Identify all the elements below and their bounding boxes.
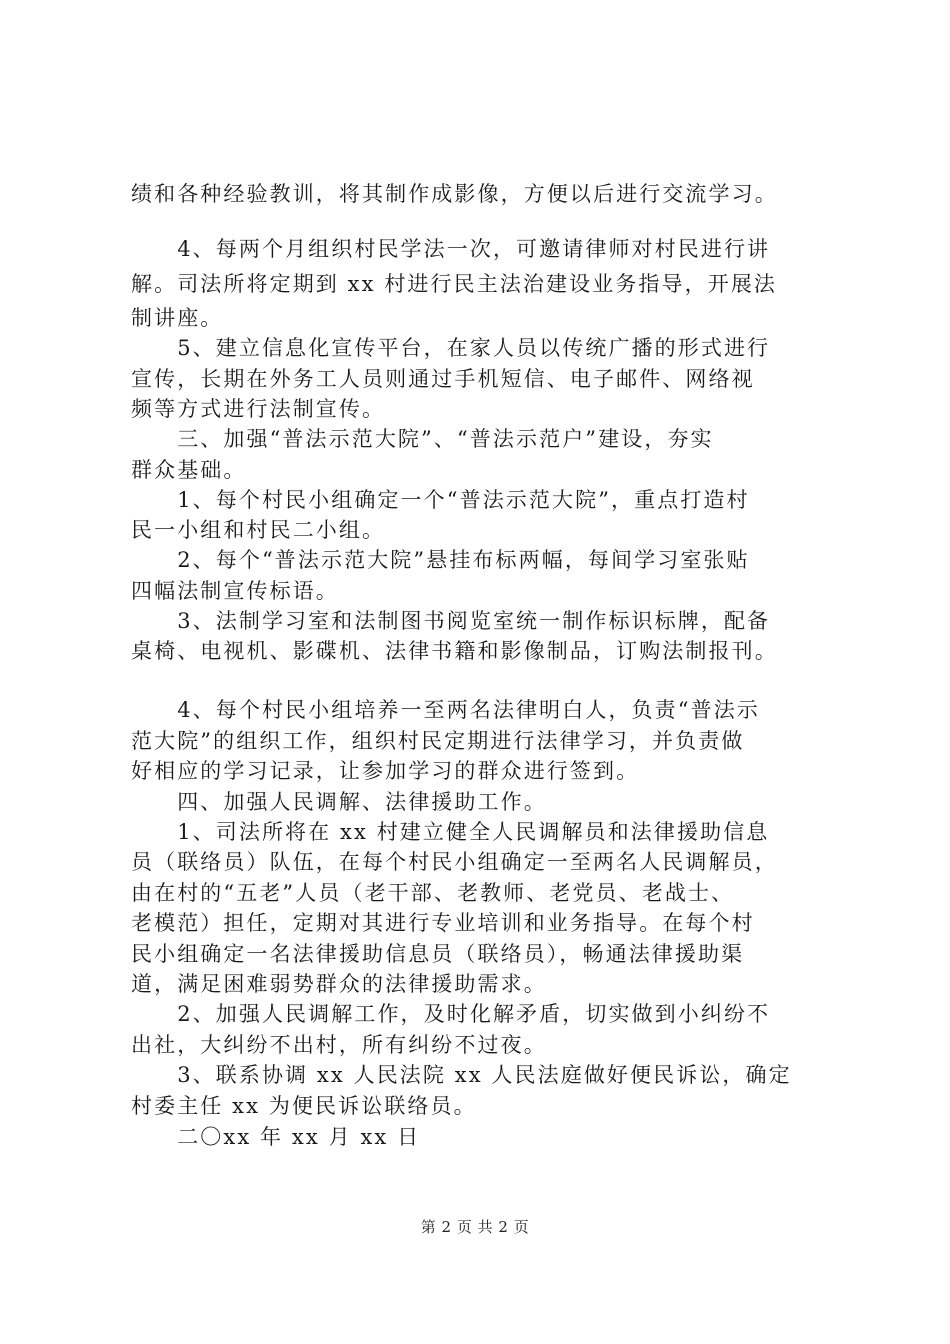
text-line: 三、加强“普法示范大院”、“普法示范户”建设，夯实 bbox=[131, 427, 714, 451]
text-line: 解。司法所将定期到 xx 村进行民主法治建设业务指导，开展法 bbox=[131, 272, 778, 296]
text-line: 3、法制学习室和法制图书阅览室统一制作标识标牌，配备 bbox=[131, 609, 771, 633]
text-line: 四、加强人民调解、法律援助工作。 bbox=[131, 790, 547, 814]
text-line: 制讲座。 bbox=[131, 306, 224, 330]
text-line: 绩和各种经验教训，将其制作成影像，方便以后进行交流学习。 bbox=[131, 182, 778, 206]
text-line: 群众基础。 bbox=[131, 458, 247, 482]
text-line: 3、联系协调 xx 人民法院 xx 人民法庭做好便民诉讼，确定 bbox=[131, 1063, 792, 1087]
text-line: 由在村的“五老”人员（老干部、老教师、老党员、老战士、 bbox=[131, 881, 735, 905]
text-line: 2、每个“普法示范大院”悬挂布标两幅，每间学习室张贴 bbox=[131, 548, 750, 572]
text-line: 4、每两个月组织村民学法一次，可邀请律师对村民进行讲 bbox=[131, 237, 771, 261]
text-line: 1、每个村民小组确定一个“普法示范大院”，重点打造村 bbox=[131, 488, 750, 512]
text-line: 范大院”的组织工作，组织村民定期进行法律学习，并负责做 bbox=[131, 729, 745, 753]
text-line: 2、加强人民调解工作，及时化解矛盾，切实做到小纠纷不 bbox=[131, 1002, 771, 1026]
text-line: 村委主任 xx 为便民诉讼联络员。 bbox=[131, 1094, 477, 1118]
text-line: 4、每个村民小组培养一至两名法律明白人，负责“普法示 bbox=[131, 698, 760, 722]
text-line: 5、建立信息化宣传平台，在家人员以传统广播的形式进行 bbox=[131, 336, 771, 360]
text-line: 员（联络员）队伍，在每个村民小组确定一至两名人民调解员， bbox=[131, 850, 778, 874]
text-line: 好相应的学习记录，让参加学习的群众进行签到。 bbox=[131, 759, 640, 783]
text-line: 四幅法制宣传标语。 bbox=[131, 579, 339, 603]
text-line: 桌椅、电视机、影碟机、法律书籍和影像制品，订购法制报刊。 bbox=[131, 639, 778, 663]
text-line: 道，满足困难弱势群众的法律援助需求。 bbox=[131, 972, 547, 996]
text-line: 老模范）担任，定期对其进行专业培训和业务指导。在每个村 bbox=[131, 911, 755, 935]
text-line: 民一小组和村民二小组。 bbox=[131, 518, 386, 542]
page-number-footer: 第 2 页 共 2 页 bbox=[420, 1218, 530, 1236]
text-line: 频等方式进行法制宣传。 bbox=[131, 397, 386, 421]
text-line: 出社，大纠纷不出村，所有纠纷不过夜。 bbox=[131, 1033, 547, 1057]
text-line: 1、司法所将在 xx 村建立健全人民调解员和法律援助信息 bbox=[131, 820, 770, 844]
text-line: 二〇xx 年 xx 月 xx 日 bbox=[131, 1125, 421, 1149]
text-line: 宣传，长期在外务工人员则通过手机短信、电子邮件、网络视 bbox=[131, 367, 755, 391]
text-line: 民小组确定一名法律援助信息员（联络员），畅通法律援助渠 bbox=[131, 942, 745, 966]
